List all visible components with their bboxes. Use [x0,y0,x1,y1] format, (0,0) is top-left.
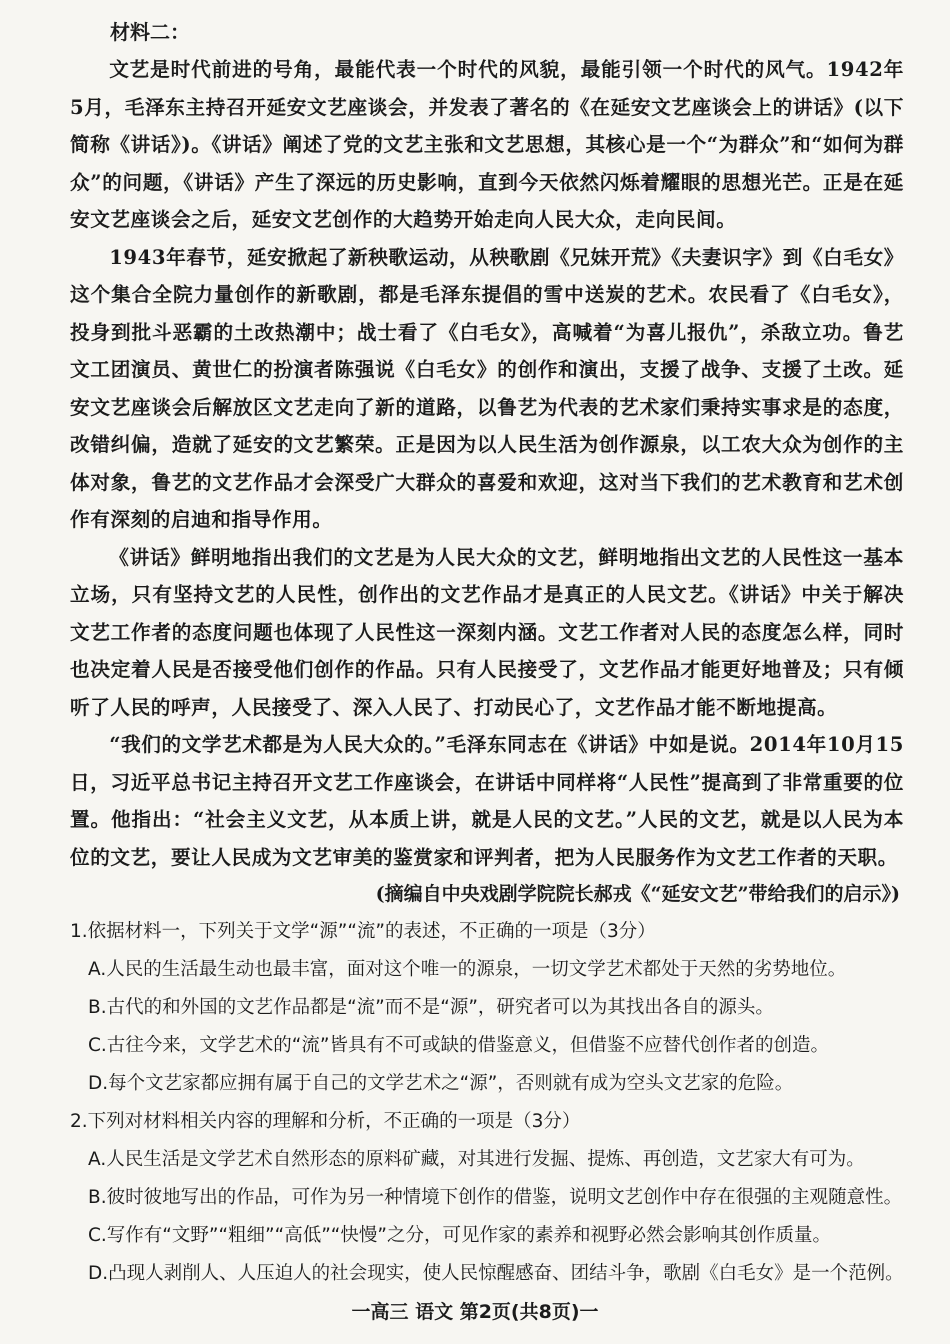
option-a: A.人民的生活最生动也最丰富，面对这个唯一的源泉，一切文学艺术都处于天然的劣势地位。 [88,959,847,980]
question-stem: 1.依据材料一，下列关于文学“源”“流”的表述，不正确的一项是（3分） [70,921,656,942]
option-d: D.凸现人剥削人、人压迫人的社会现实，使人民惊醒感奋、团结斗争，歌剧《白毛女》是一个范例。 [88,1263,904,1284]
question-2 [70,1103,904,1293]
question-1 [70,913,904,1103]
material-source: (摘编自中央戏剧学院院长郝戎《“延安文艺”带给我们的启示》) [375,883,900,905]
material-two [70,14,904,913]
material-paragraph: 1943年春节，延安掀起了新秧歌运动，从秧歌剧《兄妹开荒》《夫妻识字》到《白毛女》这个集合全院力量创作的新歌剧，都是毛泽东提倡的雪中送炭的艺术。农民看了《白毛女》，投身到批斗恶霸的土改热潮中；战士看了《白毛女》，高喊着“为喜儿报仇”，杀敌立功。鲁艺文工团演员、黄世仁的扮演者陈强说《白毛女》的创作和演出，支援了战争、支援了土改。延安文艺座谈会后解放区文艺走向了新的道路，以鲁艺为代表的艺术家们秉持实事求是的态度，改错纠偏，造就了延安的文艺繁荣。正是因为以人民生活为创作源泉，以工农大众为创作的主体对象，鲁艺的文艺作品才会深受广大群众的喜爱和欢迎，这对当下我们的艺术教育和艺术创作有深刻的启迪和指导作用。 [70,245,904,531]
material-paragraph: 《讲话》鲜明地指出我们的文艺是为人民大众的文艺，鲜明地指出文艺的人民性这一基本立场，只有坚持文艺的人民性，创作出的文艺作品才是真正的人民文艺。《讲话》中关于解决文艺工作者的态度问题也体现了人民性这一深刻内涵。文艺工作者对人民的态度怎么样，同时也决定着人民是否接受他们创作的作品。只有人民接受了，文艺作品才能更好地普及；只有倾听了人民的呼声，人民接受了、深入人民了、打动民心了，文艺作品才能不断地提高。 [70,545,904,719]
option-c: C.写作有“文野”“粗细”“高低”“快慢”之分，可见作家的素养和视野必然会影响其创作质量。 [88,1225,831,1246]
option-a: A.人民生活是文学艺术自然形态的原料矿藏，对其进行发掘、提炼、再创造，文艺家大有可为。 [88,1149,865,1170]
option-d: D.每个文艺家都应拥有属于自己的文学艺术之“源”，否则就有成为空头文艺家的危险。 [88,1073,794,1094]
option-b: B.古代的和外国的文艺作品都是“流”而不是“源”，研究者可以为其找出各自的源头。 [88,997,774,1018]
option-b: B.彼时彼地写出的作品，可作为另一种情境下创作的借鉴，说明文艺创作中存在很强的主观随意性。 [88,1187,903,1208]
material-paragraph: 文艺是时代前进的号角，最能代表一个时代的风貌，最能引领一个时代的风气。1942年5月，毛泽东主持召开延安文艺座谈会，并发表了著名的《在延安文艺座谈会上的讲话》(以下简称《讲话》)。《讲话》阐述了党的文艺主张和文艺思想，其核心是一个“为群众”和“如何为群众”的问题，《讲话》产生了深远的历史影响，直到今天依然闪烁着耀眼的思想光芒。正是在延安文艺座谈会之后，延安文艺创作的大趋势开始走向人民大众，走向民间。 [70,58,904,231]
material-paragraph: “我们的文学艺术都是为人民大众的。”毛泽东同志在《讲话》中如是说。2014年10月15日，习近平总书记主持召开文艺工作座谈会，在讲话中同样将“人民性”提高到了非常重要的位置。他指出：“社会主义文艺，从本质上讲，就是人民的文艺。”人民的文艺，就是以人民为本位的文艺，要让人民成为文艺审美的鉴赏家和评判者，把为人民服务作为文艺工作者的天职。 [70,733,904,869]
page-footer: 一高三 语文 第2页(共8页)一 [351,1301,599,1323]
material-heading: 材料二： [110,20,190,44]
question-stem: 2.下列对材料相关内容的理解和分析，不正确的一项是（3分） [70,1111,581,1132]
option-c: C.古往今来，文学艺术的“流”皆具有不可或缺的借鉴意义，但借鉴不应替代创作者的创造。 [88,1035,829,1056]
